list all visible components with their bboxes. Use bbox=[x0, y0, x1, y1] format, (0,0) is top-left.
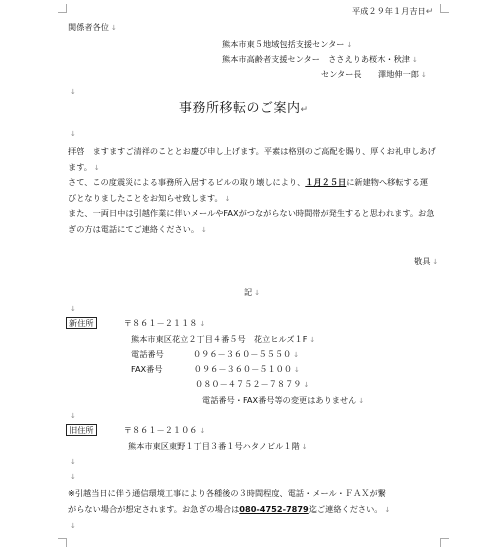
footnote-line-1: ※引越当日に伴う通信環境工事により各種後の３時間程度、電話・メール・ＦＡＸが繋 bbox=[68, 488, 386, 498]
tel-number: ０９６－３６０－５５５０ bbox=[192, 349, 292, 359]
new-address-postal: 〒８６１－２１１８ bbox=[123, 318, 198, 328]
new-mobile-line: ０８０－４７５２－７８７９ ↓ bbox=[195, 379, 310, 389]
sender-org1: 熊本市東５地域包括支援センター ↓ bbox=[222, 39, 353, 49]
fax-label: FAX番号 bbox=[131, 364, 163, 374]
mobile-number: ０８０－４７５２－７８７９ bbox=[195, 379, 302, 389]
blank-line-mark: ↓ bbox=[70, 458, 76, 466]
old-address-postal: 〒８６１－２１０６ bbox=[123, 425, 198, 435]
blank-line-mark: ↓ bbox=[70, 88, 76, 96]
document-title: 事務所移転のご案内↵ bbox=[179, 101, 309, 116]
no-change-note: 電話番号・FAX番号等の変更はありません ↓ bbox=[202, 395, 365, 405]
blank-line-mark: ↓ bbox=[70, 412, 76, 420]
body-paragraph-1: 拝啓 ますますご清祥のこととお慶び申し上げます。平素は格別のご高配を賜り、厚くお礼申しあげます。 ↓ bbox=[68, 146, 436, 172]
crop-mark-top-left bbox=[58, 4, 67, 13]
sender-name-line: センター長 澤地伸一郎 ↓ bbox=[321, 69, 427, 79]
contact-phone: 080-4752-7879 bbox=[239, 504, 309, 514]
crop-mark-bottom-right bbox=[440, 538, 449, 547]
footnote-line-2: がらない場合が想定されます。お急ぎの場合は080-4752-7879迄ご連絡ください。 ↓ bbox=[68, 504, 391, 514]
old-address-label: 旧住所 bbox=[66, 424, 97, 436]
old-address-postal-line: 旧住所 〒８６１－２１０６ ↓ bbox=[66, 425, 205, 436]
move-date: １月２５日 bbox=[305, 177, 347, 187]
new-address-label: 新住所 bbox=[66, 317, 97, 329]
crop-mark-bottom-left bbox=[58, 538, 67, 547]
old-address: 熊本市東区東野１丁目３番１号ハタノビル１階 ↓ bbox=[128, 441, 308, 451]
blank-line-mark: ↓ bbox=[70, 522, 76, 530]
blank-line-mark: ↓ bbox=[70, 305, 76, 313]
document-date: 平成２９年１月吉日↵ bbox=[352, 6, 434, 17]
closing-keigu: 敬具 ↓ bbox=[414, 256, 439, 266]
tel-label: 電話番号 bbox=[131, 349, 164, 359]
fax-number: ０９６－３６０－５１００ bbox=[193, 364, 293, 374]
body-paragraph-2: さて、この度震災による事務所入居するビルの取り壊しにより、１月２５日に新建物へ移転する運びとなりましたことをお知らせ致します。 ↓ bbox=[68, 177, 429, 203]
crop-mark-top-right bbox=[440, 4, 449, 13]
new-fax-line: FAX番号 ０９６－３６０－５１００ ↓ bbox=[131, 364, 300, 374]
new-tel-line: 電話番号 ０９６－３６０－５５５０ ↓ bbox=[131, 349, 300, 359]
new-address: 熊本市東区花立２丁目４番５号 花立ヒルズ１F ↓ bbox=[131, 334, 316, 344]
blank-line-mark: ↓ bbox=[70, 473, 76, 481]
new-address-postal-line: 新住所 〒８６１－２１１８ ↓ bbox=[66, 318, 205, 329]
sender-org2: 熊本市高齢者支援センター ささえりあ桜木・秋津 ↓ bbox=[222, 54, 418, 64]
ki-heading: 記 ↓ bbox=[244, 287, 261, 297]
body-paragraph-3: また、一両日中は引越作業に伴いメールやFAXがつながらない時間帯が発生すると思われます。お急ぎの方は電話にてご連絡ください。 ↓ bbox=[68, 208, 435, 234]
blank-line-mark: ↓ bbox=[70, 130, 76, 138]
addressee: 関係者各位 ↓ bbox=[68, 22, 117, 32]
